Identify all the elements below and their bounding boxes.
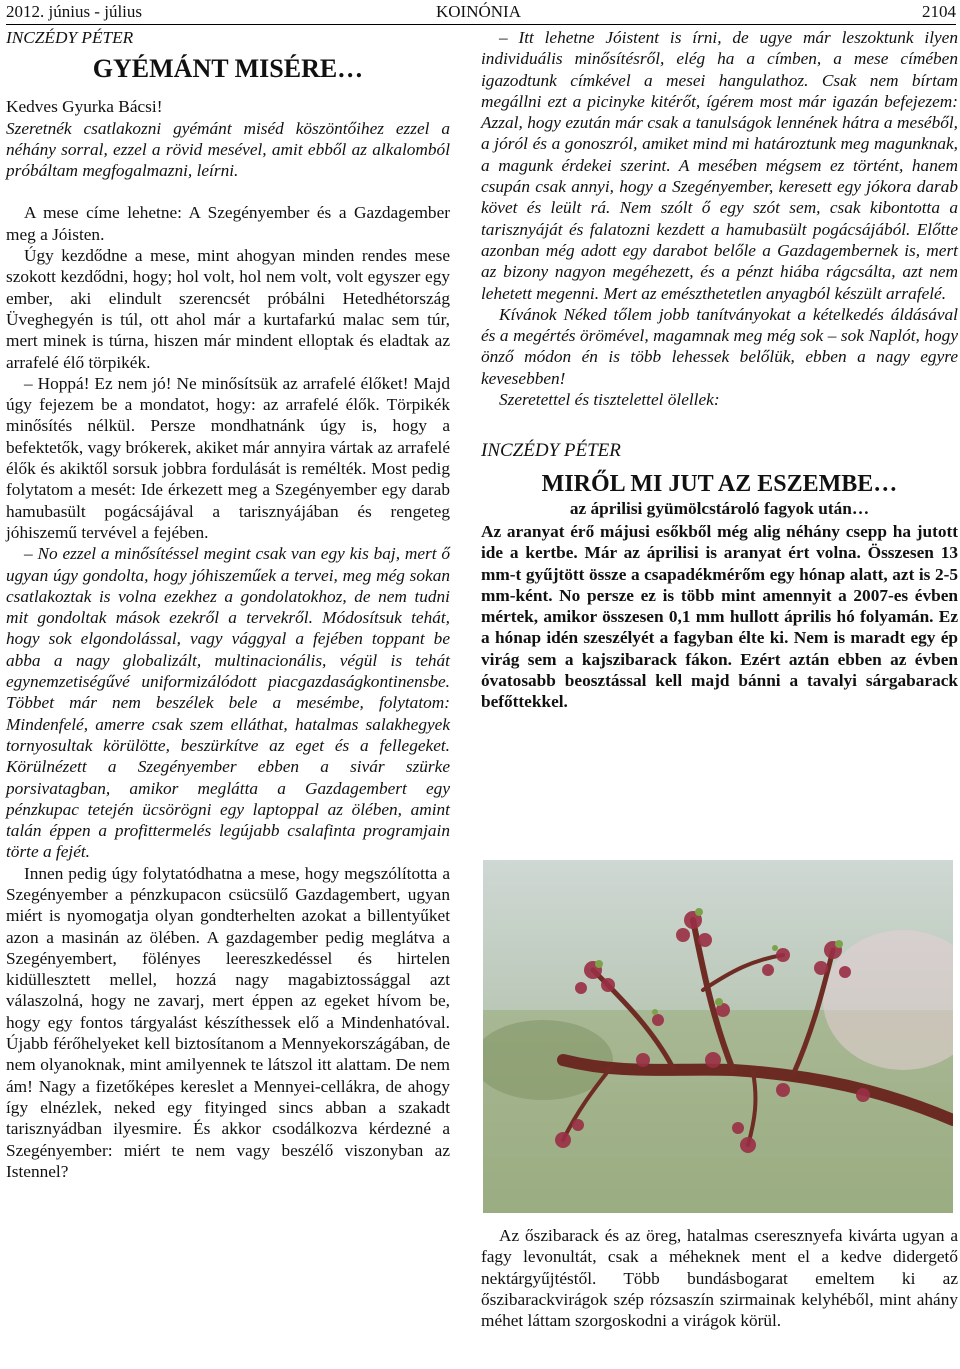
issue-date: 2012. június - július: [6, 2, 143, 21]
page-header: [6, 0, 956, 25]
paragraph-3: – No ezzel a minősítéssel megint csak van egy kis baj, mert ő ugyan úgy gondolta, hogy jóhiszeműek a tervei, meg még sokan csatlakoztak is volna ezekhez a gondolatokhoz, de nem tudni mit gondoltak mások ezekről a tervekről. Módosítsuk tehát, hogy sok elgondolással, vagy vággyal a fejében toppant be abba a nagy globalizált, multinacionális, végül is tehát egynemzetiségűvé uniformizálódott piacgazdaságkontinensbe. Többet már nem beszélek bele a mesémbe, folytatom: Mindenfelé, amerre csak szem elláthat, hatalmas salakhegyek tornyosultak körülötte, beszürkítve az eget és a fellegeket. Körülnézett a Szegényember ebben a sivár szürke porsivatagban, amikor meglátta a Gazdagembert egy pénzkupac tetején ücsörögni egy laptoppal az ölében, amint talán éppen a profittermelés legújabb csalafinta programjain törte a fejét.: [6, 544, 450, 862]
article1-title: GYÉMÁNT MISÉRE…: [92, 54, 364, 84]
left-column: [6, 27, 450, 1182]
intro-paragraph: Szeretnék csatlakozni gyémánt miséd köszöntőihez ezzel a néhány sorral, ezzel a rövid mesével, amit ebből az alkalomból próbáltam megfogalmazni, leírni.: [6, 118, 450, 181]
apricot-branch-photo: [483, 860, 953, 1213]
paragraph-1: Úgy kezdődne a mese, mint ahogyan minden rendes mese szokott kezdődni, hogy; hol volt, hol nem volt, volt egyszer egy ember, aki elindult szerencsét próbálni Hetedhétország Üveghegyén is túl, ott ahol már a kurtafarkú malac sem túr, mert minek is túrna, hiszen már mindent elloptak és eladtak az arrafelé élő törpikék.: [6, 246, 450, 372]
journal-name: KOINÓNIA: [436, 2, 521, 21]
article2-subtitle: az áprilisi gyümölcstároló fagyok után…: [569, 498, 870, 518]
article1-author: INCZÉDY PÉTER: [6, 28, 134, 47]
spacer: [6, 181, 450, 202]
paragraph-r2: Kívánok Néked tőlem jobb tanítványokat a kételkedés áldásával és a megértés örömével, magamnak meg még sok – sok Naplót, hogy önző módon én is több lehessek belőlük, ebben a nagy egyre kevesebben!: [481, 304, 958, 388]
photo-illustration: [483, 860, 953, 1213]
tale-title-sentence: A mese címe lehetne: A Szegényember és a Gazdagember meg a Jóisten.: [6, 203, 450, 244]
right-column: [481, 27, 958, 713]
article2-author: INCZÉDY PÉTER: [481, 440, 621, 462]
paragraph-2: – Hoppá! Ez nem jó! Ne minősítsük az arrafelé élőket! Majd úgy fejezem be a mondatot, hogy: az arrafelé élők. Törpikék minősítés nélkül. Persze mondhatnánk úgy is, hogy a befektetők, vagy brókerek, akiket már annyira vártak az arrafelé élők és akiktől sorsuk jobbra fordulását is remélték. Most pedig folytatom a mesét: Ide érkezett meg a Szegényember egy darab hamubasült pogácsájával a tarisznyájában és rengeteg jóhiszemű tervével a fejében.: [6, 373, 450, 542]
paragraph-4: Innen pedig úgy folytatódhatna a mese, hogy megszólította a Szegényember a pénzkupacon csücsülő Gazdagembert, ugyan miért is nyomogatja olyan gondterhelten azokat a billentyűket azon a masinán az ölében. A gazdagember pedig meglátva a Szegényembert, fölényes leereszkedéssel és hirtelen kidüllesztett mellel, hozzá nagy magabiztossággal azt válaszolná, hogy ne zavarj, mert éppen az egeket hívom be, hogy egy fontos tárgyalást készíthessek elő a Mindenhatóval. Újabb férőhelyeket kell biztosítanom a Mennyekországában, de nem olyanoknak, mint amilyennek te látszol itt alattam. De nem ám! Nagy a fizetőképes kereslet a Mennyei-cellákra, de ahogy így elnézlek, neked egy fityinged sincs abban a szakadt tarisznyádban ilyesmire. És akkor csodálkozva kérdezné a Szegényember: miért te nem vagy beszélő viszonyban az Istennel?: [6, 863, 450, 1181]
page-number: 2104: [922, 2, 956, 21]
closing-line: Szeretettel és tisztelettel ölellek:: [499, 390, 720, 410]
paragraph-r1: – Itt lehetne Jóistent is írni, de ugye már leszoktunk ilyen individuális minősítésről, elég ha a címben, a mese címében igazodtunk címkével a mesei hangulathoz. Csak nem bírtam megállni ezt a picinyke kitérőt, ígérem most már igazán befejezem: Azzal, hogy ezután már csak a tanulságok lennének hátra a meséből, a jóról és a gonoszról, amiket mind mi határoztunk meg magunknak, a magunk érdekei szerint. A mesében mégsem ez történt, hanem csupán csak annyi, hogy a Szegényember, keresett egy jókora darab követ és leült rá. Nem szólt ő egy szót sem, csak kibontotta a tarisznyáját és falatozni kezdett a hamubasült pogácsájából. Előtte azonban még adott egy darabot belőle a Gazdagembernek is, mert az bizony nagyon megéhezett, és a pénzt hiába rágcsálta, azt nem lehetett megenni. Mert az emészthetetlen anyagból készült arrafelé.: [481, 28, 958, 303]
article2-lead: Az aranyat érő májusi esőkből még alig néhány csepp ha jutott ide a kertbe. Már az áprilisi is aranyat ért volna. Összesen 13 mm-t gyűjtött össze a csapadékmérőm egy hónap alatt, azt is 2-5 mm-ként. No persze ez is több mint amennyit a 2007-es évben mértek, amikor összesen 0,1 mm hullott április hó folyamán. Ez a hónap idén szeszélyét a fagyban élte ki. Nem is maradt egy ép virág sem a kajszibarack fákon. Ezért aztán ebben az évben óvatosabb beosztással kell majd bánni a tavalyi sárgabarack befőttekkel.: [481, 521, 958, 712]
greeting: Kedves Gyurka Bácsi!: [6, 97, 163, 117]
article2-title: MIRŐL MI JUT AZ ESZEMBE…: [541, 470, 898, 497]
photo-caption: Az őszibarack és az öreg, hatalmas cseresznyefa kivárta ugyan a fagy levonultát, csak a méheknek ment el a kedve didergető nektárgyűjtéstől. Több bundásbogarat emeltem ki az őszibarackvirágok szép rózsaszín szirmainak kelyhéből, mint ahány méhet láttam szorgoskodni a virágok körül.: [481, 1226, 958, 1331]
